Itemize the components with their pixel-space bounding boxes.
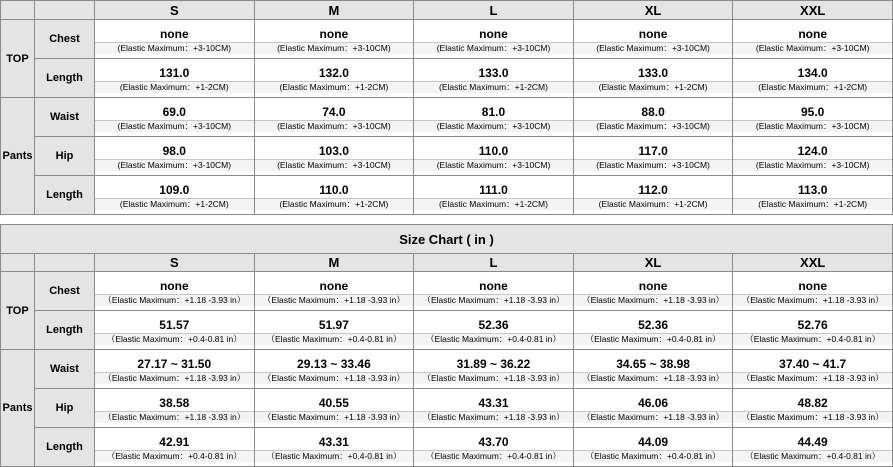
value-cell xyxy=(414,98,574,137)
value-cell xyxy=(414,311,574,350)
elastic-note: （Elastic Maximum：+1.18 -3.93 in） xyxy=(414,294,573,306)
row-label: Chest xyxy=(35,20,95,59)
size-header: XXL xyxy=(733,254,893,272)
elastic-note: (Elastic Maximum：+3-10CM) xyxy=(95,120,254,132)
elastic-note: (Elastic Maximum：+1-2CM) xyxy=(414,198,573,210)
value: 44.09 xyxy=(638,435,669,449)
elastic-note: (Elastic Maximum：+1-2CM) xyxy=(574,81,733,93)
value-cell xyxy=(95,137,255,176)
size-header-row xyxy=(1,254,893,272)
table-row xyxy=(1,98,893,137)
value-cell xyxy=(254,272,414,311)
value: 52.36 xyxy=(638,318,669,332)
value: 38.58 xyxy=(159,396,190,410)
value-cell xyxy=(573,137,733,176)
elastic-note: (Elastic Maximum：+1-2CM) xyxy=(255,198,414,210)
value: none xyxy=(319,27,349,41)
value-cell xyxy=(414,272,574,311)
value: 124.0 xyxy=(797,144,828,158)
value: 31.89 ~ 36.22 xyxy=(456,357,531,371)
value-cell xyxy=(254,389,414,428)
value: 88.0 xyxy=(641,105,665,119)
size-header-row xyxy=(1,1,893,20)
elastic-note: （Elastic Maximum：+1.18 -3.93 in） xyxy=(255,294,414,306)
value: 42.91 xyxy=(159,435,190,449)
elastic-note: (Elastic Maximum：+1-2CM) xyxy=(95,81,254,93)
value: 110.0 xyxy=(478,144,509,158)
value-cell xyxy=(573,176,733,215)
value: none xyxy=(479,27,508,41)
corner-cell xyxy=(1,1,35,20)
group-label-pants: Pants xyxy=(1,350,35,467)
elastic-note: （Elastic Maximum：+0.4-0.81 in） xyxy=(574,333,733,345)
value-cell xyxy=(254,428,414,467)
table-row xyxy=(1,137,893,176)
elastic-note: (Elastic Maximum：+3-10CM) xyxy=(255,42,414,54)
elastic-note: （Elastic Maximum：+1.18 -3.93 in） xyxy=(414,411,573,423)
value-cell xyxy=(95,389,255,428)
elastic-note: （Elastic Maximum：+0.4-0.81 in） xyxy=(414,450,573,462)
value: 103.0 xyxy=(318,144,349,158)
size-header: L xyxy=(414,1,574,20)
value-cell xyxy=(95,350,255,389)
value: none xyxy=(638,27,668,41)
value-cell xyxy=(733,311,893,350)
elastic-note: （Elastic Maximum：+1.18 -3.93 in） xyxy=(574,294,733,306)
row-label: Length xyxy=(35,428,95,467)
elastic-note: (Elastic Maximum：+1-2CM) xyxy=(733,198,892,210)
value: 37.40 ~ 41.7 xyxy=(779,357,847,371)
value: 51.57 xyxy=(159,318,190,332)
value-cell xyxy=(733,176,893,215)
row-label: Hip xyxy=(35,137,95,176)
elastic-note: （Elastic Maximum：+0.4-0.81 in） xyxy=(574,450,733,462)
row-label: Length xyxy=(35,176,95,215)
value-cell xyxy=(414,20,574,59)
chart-title: Size Chart ( in ) xyxy=(1,225,893,254)
value: 134.0 xyxy=(797,66,828,80)
elastic-note: （Elastic Maximum：+1.18 -3.93 in） xyxy=(733,411,892,423)
elastic-note: （Elastic Maximum：+1.18 -3.93 in） xyxy=(255,411,414,423)
value: 52.36 xyxy=(478,318,509,332)
value-cell xyxy=(573,389,733,428)
value-cell xyxy=(733,350,893,389)
value-cell xyxy=(95,428,255,467)
elastic-note: (Elastic Maximum：+3-10CM) xyxy=(414,120,573,132)
row-label: Waist xyxy=(35,98,95,137)
elastic-note: （Elastic Maximum：+0.4-0.81 in） xyxy=(733,333,892,345)
value: 131.0 xyxy=(159,66,190,80)
value: 43.31 xyxy=(478,396,509,410)
value-cell xyxy=(254,137,414,176)
elastic-note: (Elastic Maximum：+1-2CM) xyxy=(95,198,254,210)
value: none xyxy=(159,27,189,41)
value-cell xyxy=(254,176,414,215)
value: 46.06 xyxy=(638,396,669,410)
corner-cell xyxy=(35,254,95,272)
elastic-note: (Elastic Maximum：+1-2CM) xyxy=(574,198,733,210)
table-row xyxy=(1,311,893,350)
elastic-note: (Elastic Maximum：+3-10CM) xyxy=(414,159,573,171)
value-cell xyxy=(254,311,414,350)
row-label: Length xyxy=(35,311,95,350)
elastic-note: （Elastic Maximum：+1.18 -3.93 in） xyxy=(574,372,733,384)
size-table-cm xyxy=(0,0,893,215)
size-header: S xyxy=(95,1,255,20)
value: none xyxy=(798,279,828,293)
elastic-note: (Elastic Maximum：+3-10CM) xyxy=(414,42,573,54)
size-header: XXL xyxy=(733,1,893,20)
value: 44.49 xyxy=(797,435,828,449)
value: 111.0 xyxy=(479,183,508,197)
elastic-note: (Elastic Maximum：+3-10CM) xyxy=(255,159,414,171)
elastic-note: （Elastic Maximum：+1.18 -3.93 in） xyxy=(95,294,254,306)
value: 110.0 xyxy=(319,183,349,197)
elastic-note: (Elastic Maximum：+1-2CM) xyxy=(255,81,414,93)
value-cell xyxy=(414,389,574,428)
group-label-pants: Pants xyxy=(1,98,35,215)
corner-cell xyxy=(35,1,95,20)
value-cell xyxy=(95,59,255,98)
elastic-note: （Elastic Maximum：+0.4-0.81 in） xyxy=(733,450,892,462)
table-row xyxy=(1,176,893,215)
size-header: M xyxy=(254,254,414,272)
value-cell xyxy=(573,98,733,137)
value-cell xyxy=(254,20,414,59)
value: 34.65 ~ 38.98 xyxy=(616,357,690,371)
value-cell xyxy=(573,428,733,467)
elastic-note: (Elastic Maximum：+1-2CM) xyxy=(414,81,573,93)
row-label: Waist xyxy=(35,350,95,389)
value-cell xyxy=(573,311,733,350)
size-header: XL xyxy=(573,1,733,20)
table-row xyxy=(1,389,893,428)
value-cell xyxy=(733,137,893,176)
value: 132.0 xyxy=(318,66,349,80)
value-cell xyxy=(254,59,414,98)
value: 98.0 xyxy=(162,144,186,158)
table-row xyxy=(1,428,893,467)
size-header: M xyxy=(254,1,414,20)
table-row xyxy=(1,272,893,311)
value: 133.0 xyxy=(638,66,669,80)
value: 69.0 xyxy=(162,105,186,119)
value-cell xyxy=(733,59,893,98)
value: none xyxy=(798,27,828,41)
value-cell xyxy=(573,20,733,59)
elastic-note: （Elastic Maximum：+1.18 -3.93 in） xyxy=(574,411,733,423)
value: 43.31 xyxy=(318,435,349,449)
row-label: Hip xyxy=(35,389,95,428)
size-header: L xyxy=(414,254,574,272)
value-cell xyxy=(733,98,893,137)
value-cell xyxy=(95,98,255,137)
value-cell xyxy=(414,428,574,467)
elastic-note: （Elastic Maximum：+0.4-0.81 in） xyxy=(95,333,254,345)
value: none xyxy=(479,279,508,293)
value-cell xyxy=(733,272,893,311)
value: 81.0 xyxy=(481,105,506,119)
row-label: Length xyxy=(35,59,95,98)
value-cell xyxy=(573,59,733,98)
group-label-top: TOP xyxy=(1,272,35,350)
value-cell xyxy=(733,20,893,59)
value-cell xyxy=(254,98,414,137)
corner-cell xyxy=(1,254,35,272)
group-label-top: TOP xyxy=(1,20,35,98)
value: 29.13 ~ 33.46 xyxy=(297,357,371,371)
value: 117.0 xyxy=(638,144,668,158)
elastic-note: (Elastic Maximum：+1-2CM) xyxy=(733,81,892,93)
elastic-note: (Elastic Maximum：+3-10CM) xyxy=(255,120,414,132)
value-cell xyxy=(414,350,574,389)
row-label: Chest xyxy=(35,272,95,311)
elastic-note: （Elastic Maximum：+1.18 -3.93 in） xyxy=(733,372,892,384)
size-header: XL xyxy=(573,254,733,272)
value: 51.97 xyxy=(318,318,349,332)
value: none xyxy=(319,279,349,293)
value-cell xyxy=(414,137,574,176)
value-cell xyxy=(733,428,893,467)
elastic-note: （Elastic Maximum：+1.18 -3.93 in） xyxy=(95,372,254,384)
value-cell xyxy=(254,350,414,389)
elastic-note: （Elastic Maximum：+1.18 -3.93 in） xyxy=(95,411,254,423)
value: 74.0 xyxy=(322,105,346,119)
size-table-in xyxy=(0,224,893,467)
value-cell xyxy=(95,20,255,59)
elastic-note: （Elastic Maximum：+0.4-0.81 in） xyxy=(414,333,573,345)
elastic-note: （Elastic Maximum：+1.18 -3.93 in） xyxy=(733,294,892,306)
value: 133.0 xyxy=(478,66,509,80)
elastic-note: (Elastic Maximum：+3-10CM) xyxy=(574,120,733,132)
table-row xyxy=(1,20,893,59)
value: 95.0 xyxy=(801,105,825,119)
value-cell xyxy=(95,311,255,350)
value-cell xyxy=(573,272,733,311)
elastic-note: (Elastic Maximum：+3-10CM) xyxy=(95,42,254,54)
value: none xyxy=(638,279,668,293)
size-header: S xyxy=(95,254,255,272)
value: 112.0 xyxy=(638,183,668,197)
value-cell xyxy=(573,350,733,389)
table-row xyxy=(1,59,893,98)
elastic-note: (Elastic Maximum：+3-10CM) xyxy=(733,42,892,54)
value-cell xyxy=(95,176,255,215)
elastic-note: （Elastic Maximum：+1.18 -3.93 in） xyxy=(255,372,414,384)
elastic-note: （Elastic Maximum：+0.4-0.81 in） xyxy=(255,333,414,345)
table-row xyxy=(1,350,893,389)
elastic-note: (Elastic Maximum：+3-10CM) xyxy=(733,159,892,171)
elastic-note: (Elastic Maximum：+3-10CM) xyxy=(574,42,733,54)
value: none xyxy=(159,279,189,293)
value: 52.76 xyxy=(797,318,828,332)
value: 27.17 ~ 31.50 xyxy=(137,357,212,371)
value-cell xyxy=(95,272,255,311)
chart-title-row xyxy=(1,225,893,254)
value: 40.55 xyxy=(318,396,349,410)
elastic-note: （Elastic Maximum：+0.4-0.81 in） xyxy=(255,450,414,462)
elastic-note: (Elastic Maximum：+3-10CM) xyxy=(95,159,254,171)
elastic-note: （Elastic Maximum：+1.18 -3.93 in） xyxy=(414,372,573,384)
value: 113.0 xyxy=(798,183,828,197)
elastic-note: (Elastic Maximum：+3-10CM) xyxy=(574,159,733,171)
elastic-note: （Elastic Maximum：+0.4-0.81 in） xyxy=(95,450,254,462)
elastic-note: (Elastic Maximum：+3-10CM) xyxy=(733,120,892,132)
value-cell xyxy=(733,389,893,428)
value-cell xyxy=(414,176,574,215)
value-cell xyxy=(414,59,574,98)
value: 109.0 xyxy=(159,183,190,197)
value: 48.82 xyxy=(797,396,828,410)
value: 43.70 xyxy=(478,435,509,449)
